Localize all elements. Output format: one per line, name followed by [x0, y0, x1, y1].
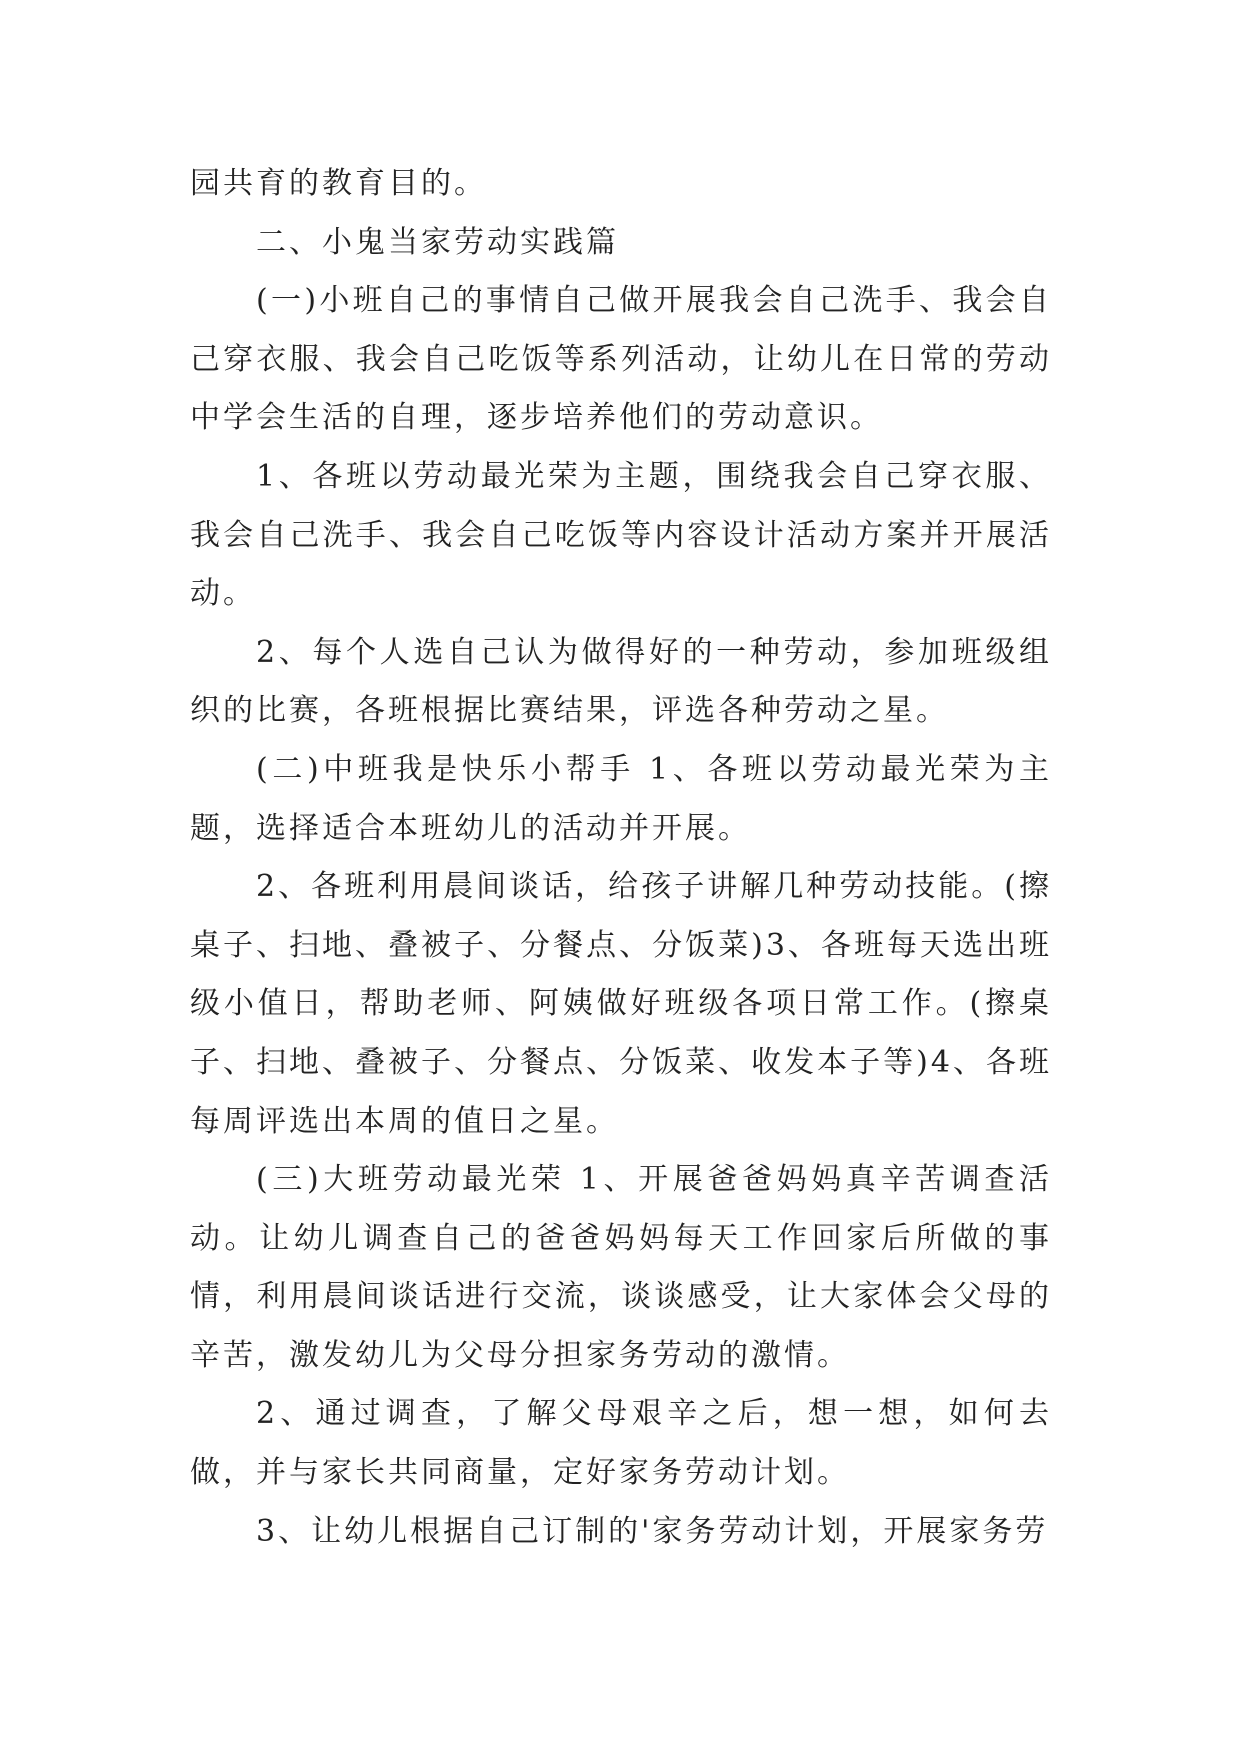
- paragraph-middle-class: (二)中班我是快乐小帮手 1、各班以劳动最光荣为主题，选择适合本班幼儿的活动并开展。: [190, 751, 1052, 846]
- paragraph-item: 2、通过调查，了解父母艰辛之后，想一想，如何去做，并与家长共同商量，定好家务劳动计划。: [190, 1396, 1052, 1491]
- paragraph-large-class: (三)大班劳动最光荣 1、开展爸爸妈妈真辛苦调查活动。让幼儿调查自己的爸爸妈妈每天工作回家后所做的事情，利用晨间谈话进行交流，谈谈感受，让大家体会父母的辛苦，激发幼儿为父母分担家务劳动的激情。: [190, 1162, 1052, 1373]
- section-heading: 二、小鬼当家劳动实践篇: [256, 224, 619, 260]
- paragraph-item: 1、各班以劳动最光荣为主题，围绕我会自己穿衣服、我会自己洗手、我会自己吃饭等内容设计活动方案并开展活动。: [190, 458, 1052, 612]
- document-body: [190, 155, 1052, 1561]
- paragraph-continuation: 园共育的教育目的。: [190, 166, 487, 201]
- paragraph-item: 2、各班利用晨间谈话，给孩子讲解几种劳动技能。(擦桌子、扫地、叠被子、分餐点、分饭菜)3、各班每天选出班级小值日，帮助老师、阿姨做好班级各项日常工作。(擦桌子、扫地、叠被子、分餐点、分饭菜、收发本子等)4、各班每周评选出本周的值日之星。: [190, 869, 1052, 1139]
- paragraph-item: 3、让幼儿根据自己订制的'家务劳动计划，开展家务劳: [256, 1513, 1049, 1549]
- paragraph-item: 2、每个人选自己认为做得好的一种劳动，参加班级组织的比赛，各班根据比赛结果，评选各种劳动之星。: [190, 634, 1052, 729]
- paragraph-small-class: (一)小班自己的事情自己做开展我会自己洗手、我会自己穿衣服、我会自己吃饭等系列活动，让幼儿在日常的劳动中学会生活的自理，逐步培养他们的劳动意识。: [190, 283, 1052, 436]
